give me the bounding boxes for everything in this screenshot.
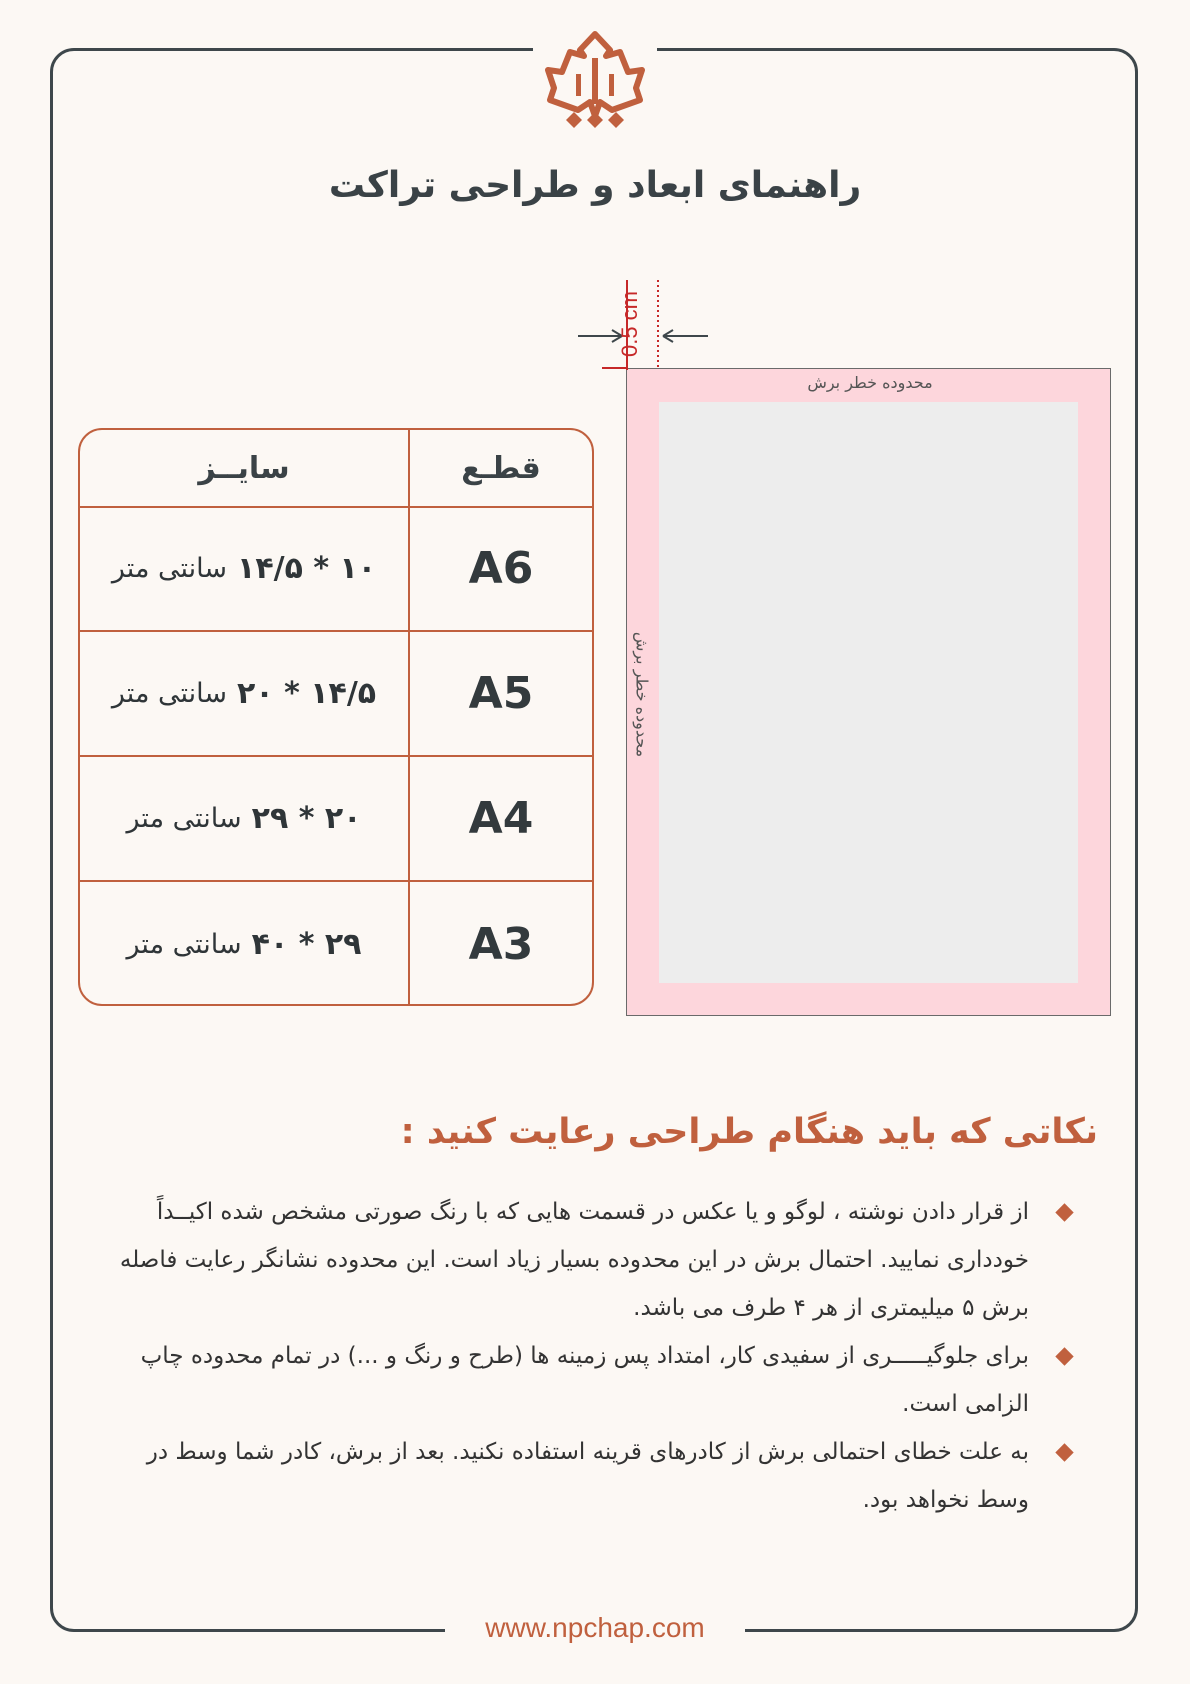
format-label: A6 <box>468 542 534 594</box>
margin-label-text: 0.5 cm <box>617 290 642 358</box>
size-dims: ۱۴/۵ * ۲۰ <box>237 676 377 711</box>
note-text: از قرار دادن نوشته ، لوگو و یا عکس در قسمت هایی که با رنگ صورتی مشخص شده اکیــداً خودداری نمایید. احتمال برش در این محدوده بسیار زیاد است. این محدوده نشانگر رعایت فاصله برش ۵ میلیمتری از هر ۴ طرف می باشد. <box>119 1199 1029 1321</box>
size-dims: ۱۰ * ۱۴/۵ <box>237 550 377 586</box>
cut-zone-label-side-text: محدوده خطر برش <box>632 631 652 758</box>
notes-title: نکاتی که باید هنگام طراحی رعایت کنید : <box>400 1112 1098 1152</box>
header-size: سایــز <box>198 450 290 486</box>
size-dims: ۲۹ * ۴۰ <box>251 926 362 962</box>
notes-list <box>100 1188 1085 1524</box>
list-item <box>100 1332 1085 1428</box>
diamond-bullet-icon <box>1055 1347 1073 1365</box>
paper-safe-zone <box>659 402 1078 983</box>
diamond-bullet-icon <box>1055 1443 1073 1461</box>
list-item <box>100 1188 1085 1332</box>
table-row <box>80 632 592 757</box>
format-cell <box>408 506 592 630</box>
format-cell <box>408 757 592 880</box>
footer-url[interactable]: www.npchap.com <box>485 1612 705 1643</box>
format-label: A5 <box>468 668 534 719</box>
format-cell <box>408 882 592 1006</box>
size-unit: سانتی متر <box>111 678 228 709</box>
size-unit: سانتی متر <box>126 803 242 834</box>
size-dims: ۲۰ * ۲۹ <box>251 801 362 836</box>
size-cell <box>80 632 408 755</box>
table-row <box>80 882 592 1006</box>
page-title: راهنمای ابعاد و طراحی تراکت <box>328 165 862 206</box>
cut-zone-label-top: محدوده خطر برش <box>807 373 933 392</box>
size-cell <box>80 882 408 1006</box>
table-row <box>80 506 592 632</box>
header-format: قطـع <box>408 430 592 506</box>
note-text: به علت خطای احتمالی برش از کادرهای قرینه استفاده نکنید. بعد از برش، کادر شما وسط در وسط نخواهد بود. <box>146 1439 1029 1513</box>
format-label: A3 <box>468 918 534 970</box>
size-unit: سانتی متر <box>126 928 242 960</box>
diamond-bullet-icon <box>1055 1203 1073 1221</box>
size-unit: سانتی متر <box>111 552 228 584</box>
format-label: A4 <box>468 793 534 844</box>
list-item <box>100 1428 1085 1524</box>
size-table <box>78 428 594 1006</box>
format-cell <box>408 632 592 755</box>
size-cell <box>80 757 408 880</box>
leaf-logo-icon <box>540 28 650 140</box>
table-row <box>80 757 592 882</box>
table-header-row <box>80 430 592 508</box>
margin-dimension-marker <box>570 272 720 382</box>
size-cell <box>80 506 408 630</box>
note-text: برای جلوگیـــــری از سفیدی کار، امتداد پس زمینه ها (طرح و رنگ و ...) در تمام محدوده چاپ الزامی است. <box>140 1343 1029 1417</box>
